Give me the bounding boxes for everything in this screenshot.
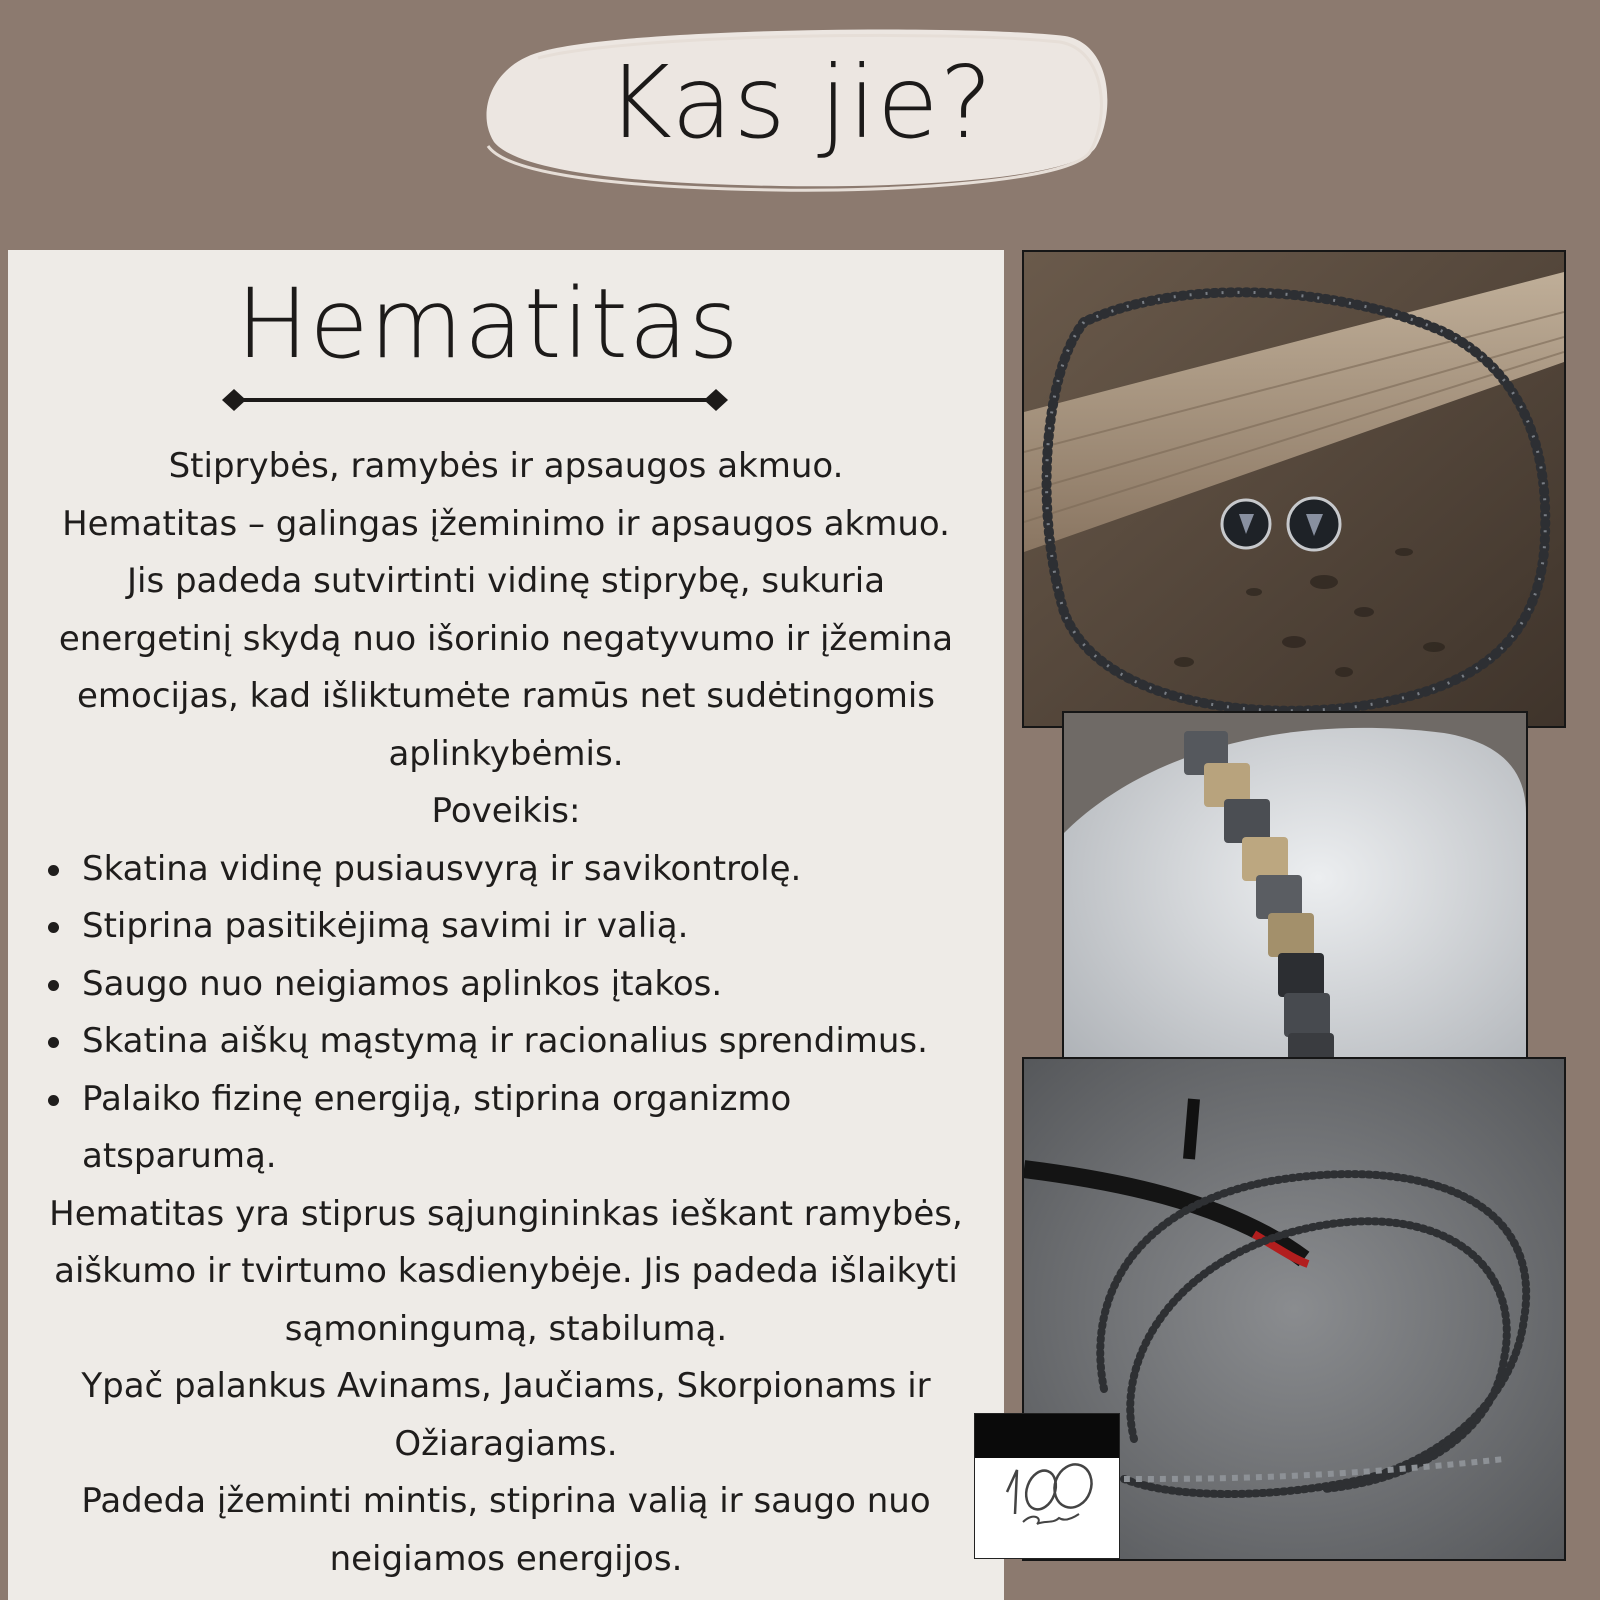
closing-line: Padeda įžeminti mintis, stiprina valią ir saugo nuo bbox=[81, 1481, 931, 1521]
effects-label: Poveikis: bbox=[431, 791, 581, 831]
necklace-photo bbox=[1022, 250, 1566, 728]
title-banner bbox=[480, 22, 1120, 192]
zodiac-line: Ožiaragiams. bbox=[394, 1423, 618, 1464]
list-item: Skatina aiškų mąstymą ir racionalius sprendimus. bbox=[82, 1013, 1004, 1071]
intro-line: aplinkybėmis. bbox=[388, 733, 624, 774]
list-item: Palaiko fizinę energiją, stiprina organizmo atsparumą. bbox=[82, 1071, 1004, 1186]
intro-line: emocijas, kad išliktumėte ramūs net sudėtingomis bbox=[77, 676, 935, 716]
zodiac-line: Ypač palankus Avinams, Jaučiams, Skorpionams ir bbox=[81, 1366, 931, 1406]
description-text bbox=[8, 438, 1004, 1588]
description-panel bbox=[8, 250, 1004, 1600]
brand-logo bbox=[974, 1413, 1120, 1559]
page-title: Kas jie? bbox=[606, 44, 994, 161]
heading-divider bbox=[220, 386, 730, 414]
intro-line: Stiprybės, ramybės ir apsaugos akmuo. bbox=[168, 446, 844, 486]
intro-line: energetinį skydą nuo išorinio negatyvumo ir įžemina bbox=[58, 618, 954, 659]
list-item: Saugo nuo neigiamos aplinkos įtakos. bbox=[82, 956, 1004, 1014]
intro-line: Hematitas – galingas įžeminimo ir apsaugos akmuo. bbox=[62, 503, 950, 544]
closing-line: aiškumo ir tvirtumo kasdienybėje. Jis padeda išlaikyti bbox=[54, 1251, 958, 1291]
list-item: Skatina vidinę pusiausvyrą ir savikontrolę. bbox=[82, 841, 1004, 899]
effects-list bbox=[8, 841, 1004, 1186]
list-item: Stiprina pasitikėjimą savimi ir valią. bbox=[82, 898, 1004, 956]
closing-line: sąmoningumą, stabilumą. bbox=[284, 1308, 728, 1349]
bracelet-photo bbox=[1062, 711, 1528, 1105]
intro-line: Jis padeda sutvirtinti vidinę stiprybę, sukuria bbox=[126, 561, 886, 601]
closing-line: neigiamos energijos. bbox=[329, 1538, 683, 1579]
logo-mark bbox=[993, 1452, 1103, 1532]
stone-heading: Hematitas bbox=[236, 268, 740, 380]
closing-line: Hematitas yra stiprus sąjungininkas ieškant ramybės, bbox=[49, 1193, 963, 1234]
